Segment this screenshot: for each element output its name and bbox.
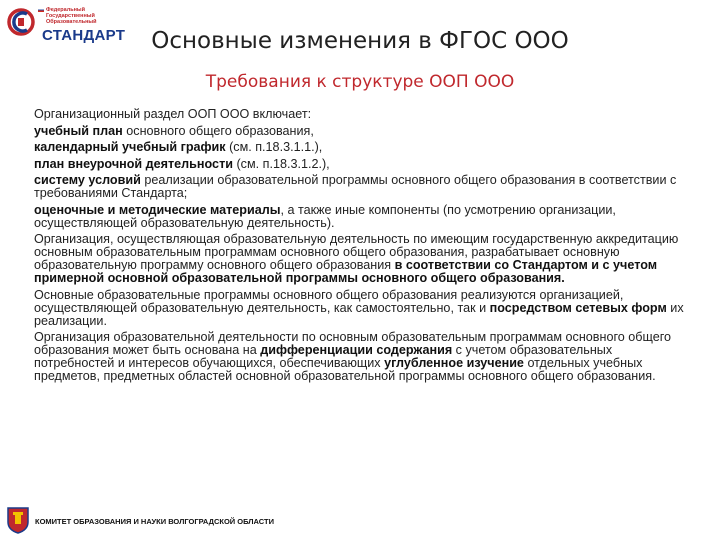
bold-text: план внеурочной деятельности: [34, 156, 233, 171]
paragraph: [34, 233, 684, 285]
paragraph: [34, 204, 684, 230]
paragraph: [34, 289, 684, 328]
paragraph: [34, 125, 684, 138]
paragraph: [34, 158, 684, 171]
text: , а также иные компоненты (по усмотрению организации, осуществляющей образовательную деятельность).: [34, 202, 616, 230]
bold-text: в соответствии со Стандартом и с учетом примерной основной образовательной программы основного общего образования.: [34, 258, 658, 285]
text: отдельных учебных предметов, предметных областей основной образовательной программы основного общего образования.: [34, 356, 656, 383]
paragraph: [34, 141, 684, 154]
text: основного общего образования,: [122, 123, 314, 138]
paragraph: [34, 174, 684, 200]
logo-line-2: Государственный: [46, 13, 95, 19]
slide-subtitle: Требования к структуре ООП ООО: [205, 72, 515, 92]
text: (см. п.18.3.1.1.),: [225, 140, 323, 154]
text: (см. п.18.3.1.2.),: [232, 156, 330, 171]
text: Основные образовательные программы основного общего образования реализуются организацией, осуществляющей образовательную деятельность, как самостоятельно, так и: [34, 287, 624, 315]
flag-icon: [38, 8, 44, 12]
text: Организационный раздел ООП ООО включает:: [34, 107, 312, 121]
text: реализации образовательной программы основного общего образования в соответствии с требованиями Стандарта;: [34, 173, 677, 200]
bold-text: календарный учебный график: [34, 140, 226, 154]
bold-text: оценочные и методические материалы: [34, 202, 281, 217]
slide-title: Основные изменения в ФГОС ООО: [151, 28, 569, 54]
paragraph: [34, 331, 684, 383]
footer-org-name: КОМИТЕТ ОБРАЗОВАНИЯ И НАУКИ ВОЛГОГРАДСКОЙ ОБЛАСТИ: [35, 517, 274, 526]
volgograd-crest-icon: [6, 506, 30, 534]
logo-wordmark: СТАНДАРТ: [42, 27, 126, 44]
bold-text: углубленное изучение: [384, 356, 524, 370]
slide-body: [34, 108, 684, 387]
text: Организация, осуществляющая образовательную деятельность по имеющим государственную аккредитацию основным образовательным программам основного общего образования, разрабатывает основную образовательную программу основного общего образования: [34, 232, 679, 272]
text: с учетом образовательных потребностей и интересов обучающихся, обеспечивающих: [34, 343, 613, 370]
text: Организация образовательной деятельности по основным образовательным программам основного общего образования может быть основана на: [34, 330, 672, 357]
text: их реализации.: [34, 300, 684, 328]
logo-caption: [46, 7, 97, 25]
bold-text: дифференциации содержания: [260, 343, 453, 357]
footer: [4, 506, 404, 536]
logo-line-1: Федеральный: [46, 7, 85, 13]
logo-line-3: Образовательный: [46, 19, 97, 25]
bold-text: учебный план: [34, 123, 123, 138]
paragraph: [34, 108, 684, 121]
bold-text: посредством сетевых форм: [489, 300, 667, 315]
bold-text: систему условий: [34, 173, 141, 187]
